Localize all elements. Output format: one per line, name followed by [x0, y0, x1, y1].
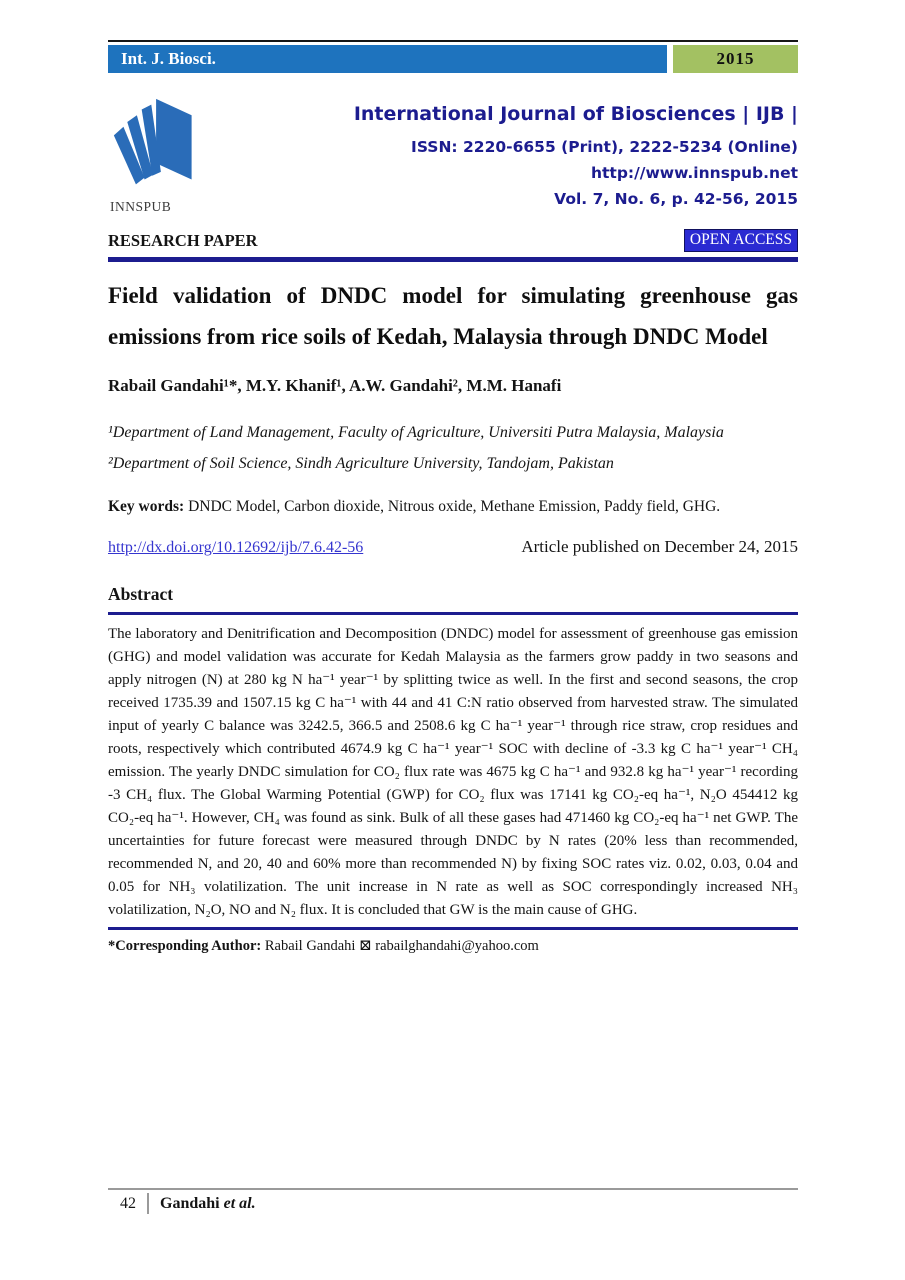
- corresponding-name: Rabail Gandahi: [264, 938, 356, 954]
- top-rule: [108, 40, 798, 42]
- journal-short-banner: [108, 45, 667, 73]
- journal-website-link[interactable]: http://www.innspub.net: [590, 164, 798, 182]
- corresponding-email[interactable]: rabailghandahi@yahoo.com: [375, 938, 539, 954]
- abstract-bottom-rule: [108, 927, 798, 930]
- keywords-label: Key words:: [108, 498, 185, 515]
- affiliation-1: ¹Department of Land Management, Faculty of Agriculture, Universiti Putra Malaysia, Malaysia: [108, 424, 724, 441]
- keywords-text: DNDC Model, Carbon dioxide, Nitrous oxide, Methane Emission, Paddy field, GHG.: [188, 498, 721, 515]
- abstract-heading: Abstract: [108, 584, 798, 615]
- running-head-etal: et al.: [223, 1194, 256, 1212]
- running-head-author: Gandahi: [160, 1194, 220, 1212]
- page-content: [108, 0, 798, 955]
- journal-full-title: International Journal of Biosciences | IJB |: [353, 103, 798, 125]
- corresponding-label: *Corresponding Author:: [108, 938, 262, 954]
- published-date-line: Article published on December 24, 2015: [521, 537, 798, 556]
- year-banner: [673, 45, 798, 73]
- authors-line: Rabail Gandahi¹*, M.Y. Khanif¹, A.W. Gandahi², M.M. Hanafi: [108, 376, 562, 395]
- article-title: Field validation of DNDC model for simulating greenhouse gas emissions from rice soils of Kedah, Malaysia through DNDC Model: [108, 283, 798, 349]
- affiliations-block: [108, 417, 798, 479]
- doi-link[interactable]: http://dx.doi.org/10.12692/ijb/7.6.42-56: [108, 539, 364, 556]
- book-pages-icon: [110, 97, 206, 193]
- logo-wordmark: INNSPUB: [110, 199, 172, 214]
- journal-short-title: Int. J. Biosci.: [121, 49, 216, 68]
- affiliation-2: ²Department of Soil Science, Sindh Agriculture University, Tandojam, Pakistan: [108, 455, 614, 472]
- footer-separator: [147, 1193, 149, 1214]
- corresponding-author-line: [108, 936, 798, 955]
- header-bar: [108, 45, 798, 73]
- double-rule: [108, 257, 798, 262]
- running-head: [160, 1195, 256, 1213]
- journal-info-block: [354, 97, 798, 215]
- paper-type-row: [108, 229, 798, 252]
- page-footer: [108, 1188, 798, 1214]
- abstract-text: The laboratory and Denitrification and Decomposition (DNDC) model for assessment of greenhouse gas emission (GHG) and model validation was accurate for Kedah Malaysia as the farmers grow paddy in two seasons and apply nitrogen (N) at 280 kg N ha⁻¹ year⁻¹ by splitting twice as well. In the first and second seasons, the crop received 1735.39 and 1507.15 kg C ha⁻¹ with 44 and 41 C:N ratio observed from harvested straw. The simulated input of yearly C balance was 3242.5, 366.5 and 2508.6 kg C ha⁻¹ year⁻¹ through rice straw, crop residues and roots, respectively which contributed 4674.9 kg C ha⁻¹ year⁻¹ SOC with decline of -3.3 kg C ha⁻¹ year⁻¹ CH₄ emission. The yearly DNDC simulation for CO₂ flux rate was 4675 kg C ha⁻¹ and 932.8 kg ha⁻¹ year⁻¹ recording -3 CH₄ flux. The Global Warming Potential (GWP) for CO₂ flux was 17141 kg CO₂-eq ha⁻¹, N₂O 454412 kg CO₂-eq ha⁻¹. However, CH₄ was found as sink. Bulk of all these gases had 471460 kg CO₂-eq ha⁻¹ net GWP. The uncertainties for future forecast were measured through DNDC by N rates (20% less than recommended, recommended N, and 20, 40 and 60% more than recommended N) by fixing SOC rates viz. 0.02, 0.03, 0.04 and 0.05 for NH₃ volatilization. The unit increase in N rate as well as SOC correspondingly increased NH₃ volatilization, N₂O, NO and N₂ flux. It is concluded that GW is the main cause of GHG.: [108, 626, 798, 918]
- masthead: [108, 97, 798, 215]
- paper-type-label: RESEARCH PAPER: [108, 230, 258, 250]
- email-icon: ⊠: [359, 938, 372, 954]
- keywords-line: [108, 498, 798, 516]
- publication-year: 2015: [716, 49, 755, 68]
- volume-line: Vol. 7, No. 6, p. 42-56, 2015: [554, 190, 798, 208]
- innspub-logo: [108, 97, 248, 215]
- open-access-badge[interactable]: OPEN ACCESS: [684, 229, 798, 252]
- page-number: 42: [120, 1194, 136, 1212]
- doi-row: [108, 537, 798, 557]
- issn-line: ISSN: 2220-6655 (Print), 2222-5234 (Online): [411, 138, 798, 156]
